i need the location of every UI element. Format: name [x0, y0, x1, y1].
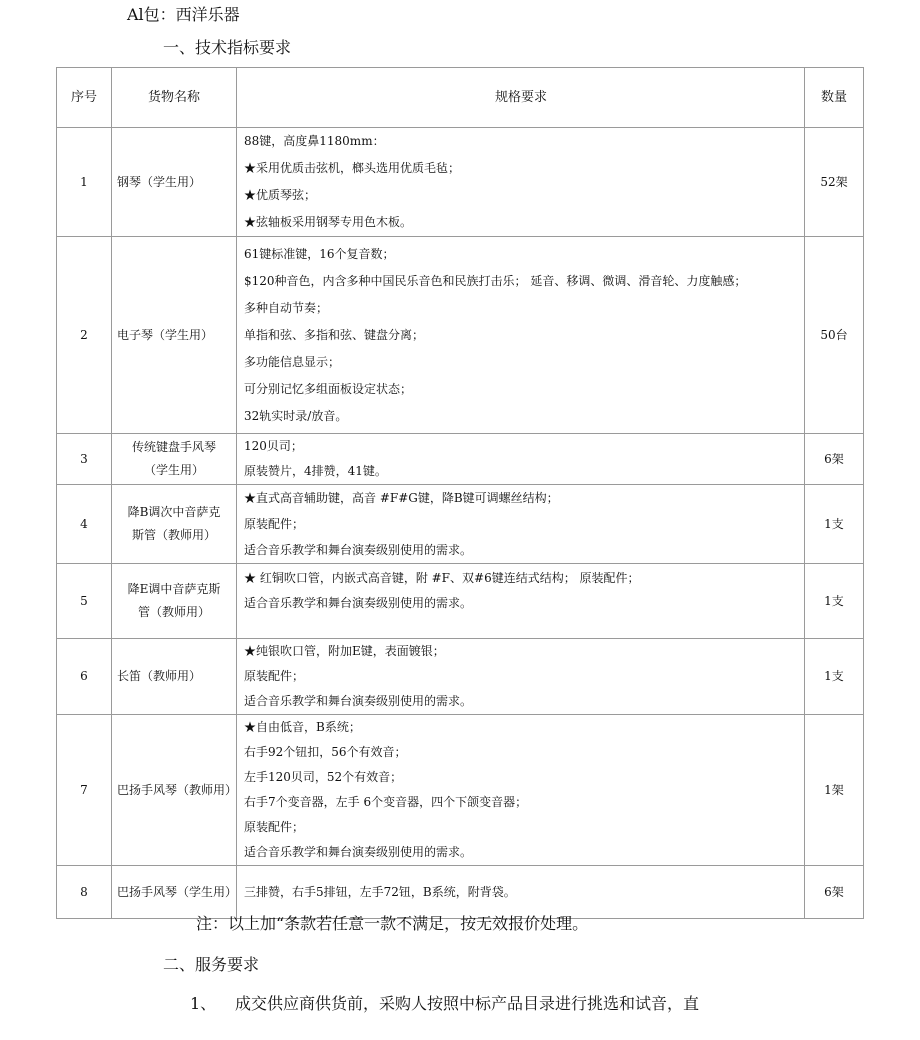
table-row [57, 485, 864, 564]
spec-line: 单指和弦、多指和弦、键盘分离； [244, 327, 425, 342]
header-spec: 规格要求 [237, 68, 805, 128]
row-name: 传统键盘手风琴（学生用） [112, 434, 237, 485]
spec-line: 适合音乐教学和舞台演奏级别使用的需求。 [244, 845, 473, 859]
spec-line: 左手120贝司，52个有效音； [244, 770, 403, 784]
spec-line: ★采用优质击弦机，榔头选用优质毛毡； [244, 161, 461, 175]
spec-line: 多种自动节奏； [244, 300, 329, 315]
package-title: Al包：西洋乐器 [127, 5, 240, 24]
spec-line: ★直式高音辅助键，高音 #F#G键，降B键可调螺丝结构； [244, 491, 559, 505]
spec-line: 三排赞，右手5排钮，左手72钮，B系统，附背袋。 [244, 884, 516, 899]
table-row [57, 564, 864, 639]
spec-line: 原装配件； [244, 820, 305, 834]
row-name: 钢琴（学生用） [112, 128, 237, 237]
row-name: 巴扬手风琴（教师用） [112, 715, 237, 866]
spec-line: 原装赞片，4排赞，41键。 [244, 464, 387, 478]
row-qty: 1支 [805, 485, 864, 564]
table-row [57, 639, 864, 715]
spec-line: 右手92个钮扣，56个有效音； [244, 745, 407, 759]
spec-line: ★弦轴板采用钢琴专用色木板。 [244, 215, 413, 229]
row-qty: 50台 [805, 237, 864, 434]
row-name: 降B调次中音萨克斯管（教师用） [112, 485, 237, 564]
spec-line: 适合音乐教学和舞台演奏级别使用的需求。 [244, 596, 473, 610]
row-no: 1 [57, 128, 112, 237]
spec-line: 原装配件； [244, 669, 305, 683]
spec-table [56, 67, 864, 919]
spec-line: 61键标准键，16个复音数； [244, 246, 395, 261]
spec-line: 可分别记忆多组面板设定状态； [244, 381, 413, 396]
spec-line: 适合音乐教学和舞台演奏级别使用的需求。 [244, 543, 473, 557]
spec-line: 32轨实时录/放音。 [244, 408, 348, 423]
table-header-row [57, 68, 864, 128]
row-name: 电子琴（学生用） [112, 237, 237, 434]
row-spec [237, 128, 805, 237]
row-spec [237, 434, 805, 485]
row-qty: 1架 [805, 715, 864, 866]
spec-line: ★优质琴弦； [244, 188, 317, 202]
section2-title: 二、服务要求 [163, 955, 260, 974]
row-spec [237, 237, 805, 434]
spec-line: 88键，高度鼻1180mm： [244, 134, 385, 148]
row-no: 6 [57, 639, 112, 715]
row-no: 5 [57, 564, 112, 639]
header-name: 货物名称 [112, 68, 237, 128]
spec-line: 右手7个变音器，左手 6个变音器，四个下颌变音器； [244, 795, 528, 809]
row-no: 2 [57, 237, 112, 434]
service-item [190, 991, 699, 1014]
table-row [57, 128, 864, 237]
row-qty: 6架 [805, 434, 864, 485]
row-name: 巴扬手风琴（学生用） [112, 866, 237, 919]
row-no: 4 [57, 485, 112, 564]
spec-line: 120贝司； [244, 439, 303, 453]
spec-line: ★ 红铜吹口管，内嵌式高音键，附 #F、双#6键连结式结构； 原装配件； [244, 571, 640, 585]
table-row [57, 715, 864, 866]
row-no: 3 [57, 434, 112, 485]
service-item-number: 1、 [190, 994, 217, 1013]
row-name: 降E调中音萨克斯管（教师用） [112, 564, 237, 639]
row-name: 长笛（教师用） [112, 639, 237, 715]
spec-line: 原装配件； [244, 517, 305, 531]
note-text: 注：以上加“条款若任意一款不满足，按无效报价处理。 [196, 914, 589, 933]
section1-title: 一、技术指标要求 [163, 38, 292, 57]
row-spec [237, 564, 805, 639]
spec-line: ★自由低音，B系统； [244, 720, 361, 734]
table-row [57, 434, 864, 485]
header-no: 序号 [57, 68, 112, 128]
row-spec [237, 639, 805, 715]
row-no: 8 [57, 866, 112, 919]
row-no: 7 [57, 715, 112, 866]
service-item-text: 成交供应商供货前，采购人按照中标产品目录进行挑选和试音，直 [235, 994, 700, 1013]
row-spec [237, 715, 805, 866]
row-qty: 52架 [805, 128, 864, 237]
row-qty: 1支 [805, 639, 864, 715]
spec-line: 适合音乐教学和舞台演奏级别使用的需求。 [244, 694, 473, 708]
spec-line: ★纯银吹口管，附加E键，表面镀银； [244, 644, 445, 658]
spec-line: $120种音色，内含多种中国民乐音色和民族打击乐； 延音、移调、微调、滑音轮、力度触感； [244, 273, 747, 288]
table-row [57, 237, 864, 434]
row-qty: 6架 [805, 866, 864, 919]
row-qty: 1支 [805, 564, 864, 639]
row-spec [237, 485, 805, 564]
header-qty: 数量 [805, 68, 864, 128]
spec-line: 多功能信息显示； [244, 354, 341, 369]
